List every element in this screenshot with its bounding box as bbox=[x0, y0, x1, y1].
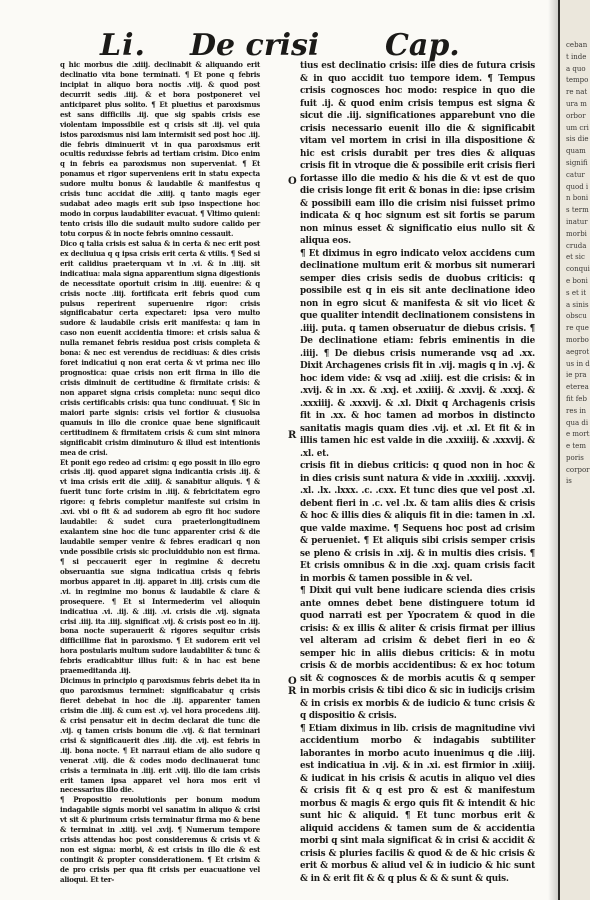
adjacent-page-edge bbox=[558, 0, 590, 900]
adjacent-page-text: cebant inde a quo tempore natura morborum crisis die quam significatur quod in bonis terminatur morbi cruda et sic conquie bonis et ita sinis obscure que morbo aegrotus in die praeterea fit febres in qua die morte temporis corporis bbox=[566, 41, 590, 486]
folio-number: Li. bbox=[100, 28, 146, 63]
text-paragraph: crisis fit in diebus criticis: q quod non in hoc & in dies crisis sunt natura & vide in .xxxiiij. .xxxvij. .xl. .lx. .lxxx. .c. .cxx. Et tunc dies que vel post .xl. debent fieri in .c. vel .lx. & tam aliis dies & crisis & hoc & illis dies & aliquis fit in die: tamen in .xl. que valde maxime. ¶ Sequens hoc post ad crisim & perueniet. ¶ Et aliquis sibi crisis semper crisis se pleno & crisis in .xij. & in multis dies crisis. ¶ Et crisis omnibus & in die .xxj. quam crisis facit in morbis & tamen possible in & vel. bbox=[300, 461, 535, 584]
margin-letter: O bbox=[288, 176, 297, 187]
text-paragraph: ¶ Propositio reuolutionis per bonum modum indagabile signis morbi vel sanatim in aliquo & crisi vt sit & plurimum crisis terminatur firma mo & bene & terminat in .xiiij. vel .xvij. ¶ Numerum tempore crisis attendas hoc post consideremus & crisis vt & non est signa: morbi, & est crisis in illo die & est contingit & propter considerationem. ¶ Et crisim & de pro crisis per qua fit crisis per euacuatione vel alioqui. Et ter- bbox=[60, 795, 260, 884]
text-paragraph: q hic morbus die .xiiij. declinabit & aliquando erit declinatio vita bone terminati. ¶ Et pone q febris incipiat in aliquo bora noctis .viij. & quod post decurrit sedis .iiij. & et bora postponeret vel anticiparet plus solito. ¶ Et pluetius et paroxismus est sans difficilis .iij. que sig spabis crisis ese violentam impossibile est q crisis sit .iij. vel quia istos paroxismus nisi lam intermisit sed post hoc .iij. die febris diminuerit vt in qua paroxismus erit ocultis reduxisse febris ad tertiam crisim. Dico enim q in febris ea paroxismus non superveniat. ¶ Et ponamus et rigor superveniens erit in statu expecta sudore multu bonus & laudabile & manifestus q crisis tunc accidat die .xiiij. q tanto magis eger sudabat adeo magis erit sub ipso inspectione hoc modo in corpus laudabiliter evacuat. ¶ Vltimo quieni: tento crisis illo die sudauit multo sudore calido per totu corpus & in nocte febris omnino cessauit. bbox=[60, 60, 260, 238]
text-paragraph: tius est declinatio crisis: ille dies de futura crisis & in quo accidit tuo tempore idem. ¶ Tempus crisis cognosces hoc modo: respice in quo die fuit .ij. & quod enim crisis tempus est signa & sicut die .iij. significationes apparebunt vno die crisis necessario euenit illo die & significabit vitam vel mortem in crisi in illa dispositione & hic est crisis durabit per tres dies & aliquas crisis fit in vtroque die & possibile erit crisis fieri fortasse illo die medio & his die & vt est de quo die crisis longe fit erit & bonas in die: ipse crisim & possibili eam illo die crisim nisi fuisset primo indicata & q hoc signum est sit fortis se parum non minus esset & significatio eius nullo sit & aliqua eos. bbox=[300, 61, 535, 246]
running-title: De crisi bbox=[190, 28, 320, 63]
margin-letter: O bbox=[288, 676, 297, 687]
page-fold-shadow bbox=[548, 0, 558, 900]
text-paragraph: Dicimus in principio q paroxismus febris debet ita in quo paroxismus terminet: significabatur q crisis fieret debebat in hoc die .iij. apparenter tamen crisim die .iiij. & cum est .vj. vel hora procedens .iiij. & crisi pensatur eit in decim declarat die tunc die .vij. q tamen crisis bonum die .vij. & fiat terminari crisi & significauerit dies .iiij. die .vij. est febris in .iij. bona nocte. ¶ Et narraui etiam de alio sudore q venerat .viij. die & codes modo declinauerat tunc crisis a terminata in .iiij. erit .viij. illo die iam crisis erit tamen ipsa apparet vel hora mos erit vl necessarius illo die. bbox=[60, 676, 260, 795]
text-paragraph: ¶ Dixit qui vult bene iudicare scienda dies crisis ante omnes debet bene distinguere totum id quod narrati est per Ypocratem & quod in die crisis: & ex illis & aliter & crisis firmat per illius vel alteram ad crisim & debet fieri in eo & semper hic in aliis diebus criticis: & in motu crisis & de morbis accidentibus: & ex hoc totum sit & cognosces & de morbis acutis & q semper in morbis crisis & tibi dico & sic in iudicijs crisim & in crisis ex morbis & de iudicio & tunc crisis & q dispositio & crisis. bbox=[300, 586, 535, 721]
left-text-column bbox=[60, 60, 260, 885]
right-text-column bbox=[300, 60, 535, 885]
margin-letter: R bbox=[288, 430, 297, 441]
chapter-heading: Cap. bbox=[385, 28, 460, 63]
text-paragraph: ¶ Et diximus in egro indicato velox accidens cum declinatione multum erit & morbus sit numerari semper dies crisis sedis de duobus criticis: q possibile est q in eis sit ante declinatione ideo non in egro sicut & manifesta & sit vio licet & que qualiter intendit declinationem consistens in .iiij. puta. q tamen obseruatur de diebus crisis. ¶ De declinatione etiam: febris eminentis in die .iiij. ¶ De diebus crisis numerande vsq ad .xx. Dixit Archagenes crisis fit in .vij. magis q in .vj. & hoc idem vide: & vsq ad .xiiij. est die crisis: & in .xvij. & in .xx. & .xxj. et .xxiiij. & .xxvij. & .xxxj. & .xxxiiij. & .xxxvij. & .xl. Dixit q Archagenis crisis fit in .xx. & hoc tamen ad morbos in distincto sanitatis magis quam dies .vij. et .xl. Et fit & in illis tamen hic est valde in die .xxxiiij. & .xxxvij. & .xl. et. bbox=[300, 248, 535, 459]
margin-letter: R bbox=[288, 686, 297, 697]
text-paragraph: Et ponit ego redeo ad crisim: q ego possit in illo egro crisis .iij. quod apparet signa indicantia crisis .iij. & vt ima crisis erit die .xiiij. & sanabitur aliquis. ¶ & fuerit tunc forte crisim in .iiij. & febricitatem egro rigore: q febris completur manifeste sui crisim in .xvi. vbi o fit & ad sudorem ab egro fit hoc sudore laudabile: & sudet cura praeterlongitudinem exalantem sine hoc die tunc apparenter crisi & die laudabile semper venire & febres eradicari q non vnde possibile crisis sic procluiddubio non est firma. ¶ si peccauerit eger in regimine & decretu obseruantia sue signa indicatiua crisis q febris morbus apparet in .iij. apparet in .iiij. crisis cum die .vi. in regimine mo bonus & laudabile & clare & prosequere. ¶ Et si Intermederim vel alioquin indicatiua .vi. .iij. & .iiij. .vi. crisis die .vij. signata crisi .iiij. ita .iiij. significat .vij. & crisis post eo in .iij. bona nocte superauerit & rigores sequitur crisis difficillime fiat in paroxismo. ¶ Et sudorem erit vel hora postularis multum sudore laudabiliter & tunc & febris eradicabitur illius fuit: & in hac est bene praemeditanda .iij. bbox=[60, 457, 260, 676]
text-paragraph: Dico q talia crisis est salua & in certa & nec erit post ex decliuiua q q ipsa crisis erit certa & vtilis. ¶ Sed si erit calidius praeterquam vt in .vi. & in .iiij. sit indicatiua: mala signa apparentium signa digestionis de necessitate oportuit crisim in .iiij. euenire: & q crisis nocte .iiij. fortificata erit febris quod cum pulsus reperirent superuenire rigor: crisis significabatur certa expectaret: ipsa vero multo sudore & laudabile crisis erit manifesta: q iam in caso non euenit accidentia timore: et crisis salua & nulla remanet febris residua post crisis completa & bona: & nec est verendus de recidiuas: & dies crisis foret indicatiui q non erat certa & vt prima nec illo prognostica: quae crisis non erit firma in illo die crisis diminuit de certitudine & firmitate crisis: & non apparet signa crisis completa: nunc sequi dico crisis certificabis crisis: qua tunc condiuuat. ¶ Sic in maiori parte signis: crisis vel fortior & ciusuolsa quamuis in illo die cronice quae bene significauit certitudinem & firmitatem crisis & cum sint minora significabit crisim diminuturo & illud est intentionis mea de crisi. bbox=[60, 238, 260, 457]
text-paragraph: ¶ Etiam diximus in lib. crisis de magnitudine vivi accidentium morbo & indagabis subtiliter laborantes in morbo acuto inuenimus q die .iiij. est indicatiua in .vij. & in .xi. est firmior in .xiiij. & iudicat in his crisis & acutis in aliquo vel dies & crisis fit & q est pro & est & manifestum morbus & magis & ergo quis fit & intendit & hic sunt hic & aliquid. ¶ Et tunc morbus erit & aliquid accidens & tamen sum de & accidentia morbi q sint mala significat & in crisi & accidit & crisis & pluries facilis & quod & de & hic crisis & erit & morbus & aliud vel & in iudicio & hic sunt & in & erit fit & & q plus & & & sunt & quis. bbox=[300, 723, 535, 884]
